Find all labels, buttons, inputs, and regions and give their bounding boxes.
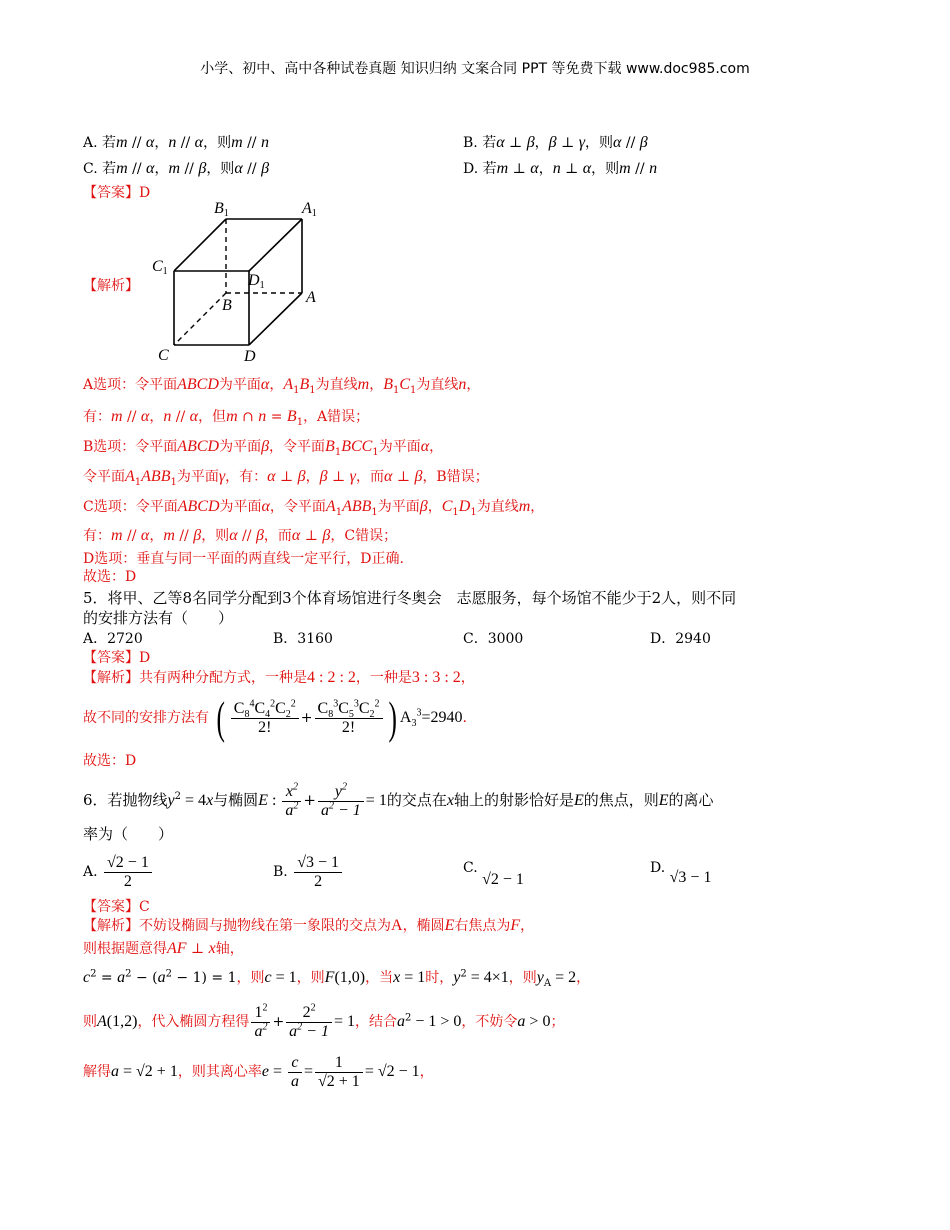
q6-option-c-label: C. bbox=[463, 860, 478, 876]
page-header: 小学、初中、高中各种试卷真题 知识归纳 文案合同 PPT 等免费下载 www.doc985.com bbox=[200, 61, 750, 77]
q5-option-a: A．2720 bbox=[83, 631, 143, 647]
cube-label-c: C bbox=[158, 347, 169, 364]
q6-option-b: B. $\frac{√3 - 1}{2}$ bbox=[273, 852, 344, 892]
q5-stem-2: 的安排方法有（ ） bbox=[83, 609, 234, 627]
q6-option-a-label: A. bbox=[83, 864, 98, 880]
q5-line-2-prefix: 故不同的安排方法有 bbox=[83, 710, 209, 726]
q5-answer: 【答案】D bbox=[83, 650, 151, 666]
q6-analysis-5: 解得a = √2 + 1，则其离心率e = $\frac{c}{a}$ = $\frac{1}{√2 + 1}$ = √2 − 1， bbox=[83, 1053, 434, 1090]
cube-label-a: A bbox=[306, 289, 316, 306]
q6-option-c: C. √2 − 1 bbox=[463, 860, 524, 888]
q6-analysis-1: 【解析】不妨设椭圆与抛物线在第一象限的交点为A，椭圆E右焦点为F， bbox=[83, 917, 535, 934]
q4-option-b: B. 若α ⊥ β，β ⊥ γ，则α // β bbox=[463, 134, 648, 151]
q4-option-a: A. 若m // α，n // α，则m // n bbox=[83, 134, 269, 151]
q5-option-d: D．2940 bbox=[650, 631, 711, 647]
q4-analysis-a1: A选项：令平面ABCD为平面α，$A_1B_1$为直线m，$B_1C_1$为直线n， bbox=[83, 376, 481, 396]
q6-analysis-2: 则根据题意得AF ⊥ x轴， bbox=[83, 940, 244, 957]
cube-label-d1: D1 bbox=[248, 272, 265, 291]
q4-analysis-a2: 有：m // α，n // α，但m ∩ $n = B_1$，A错误； bbox=[83, 408, 370, 428]
q6-analysis-4: 则A(1,2)，代入椭圆方程得 $\frac{1^2}{a^2}$ + $\frac{2^2}{a^2 - 1}$ = 1，结合$a^2 - 1 > 0$，不妨令a > 0； bbox=[83, 1002, 565, 1040]
q4-option-c: C. 若m // α，m // β，则α // β bbox=[83, 160, 270, 177]
q5-analysis-2: 故不同的安排方法有 ( $\frac{C_8^4C_4^2C_2^2}{2!}$ + $\frac{C_8^3C_5^3C_2^2}{2!}$ ) $A_3^3=2940$. bbox=[83, 692, 467, 743]
cube-label-b: B bbox=[222, 297, 232, 314]
cube-label-c1: C1 bbox=[152, 258, 168, 277]
q6-option-d-label: D. bbox=[650, 860, 666, 876]
q4-analysis-c1: C选项：令平面ABCD为平面α，令平面$A_1ABB_1$为平面β，$C_1D_1$为直线m， bbox=[83, 498, 545, 518]
q4-choose: 故选：D bbox=[83, 569, 137, 585]
q6-stem: 6．若抛物线$y^2 = 4x$与椭圆E : $\frac{x^2}{a^2}$ + $\frac{y^2}{a^2 - 1}$ = 1的交点在x轴上的射影恰好是E的焦点，则E的离心 bbox=[83, 781, 714, 819]
q6-stem-2: 率为（ ） bbox=[83, 825, 174, 843]
q4-analysis-b2: 令平面$A_1ABB_1$为平面γ，有：α ⊥ β，β ⊥ γ，而α ⊥ β，B错误； bbox=[83, 468, 489, 488]
q5-option-c: C．3000 bbox=[463, 631, 524, 647]
q4-analysis-label: 【解析】 bbox=[83, 278, 139, 294]
q4-analysis-d: D选项：垂直与同一平面的两直线一定平行，D正确. bbox=[83, 551, 404, 567]
q4-analysis-c2: 有：m // α，m // β，则α // β，而α ⊥ β，C错误； bbox=[83, 527, 398, 544]
q5-stem-1: 5．将甲、乙等8名同学分配到3个体育场馆进行冬奥会 志愿服务，每个场馆不能少于2人，则不同 bbox=[83, 589, 737, 607]
cube-label-d: D bbox=[244, 348, 256, 365]
cube-label-a1: A1 bbox=[302, 200, 317, 219]
q6-answer: 【答案】C bbox=[83, 899, 150, 915]
q6-option-b-label: B. bbox=[273, 864, 288, 880]
q4-option-d: D. 若m ⊥ α，n ⊥ α，则m // n bbox=[463, 160, 658, 177]
q5-option-b: B．3160 bbox=[273, 631, 333, 647]
q4-answer: 【答案】D bbox=[83, 185, 151, 201]
q6-analysis-3: $c^2 = a^2 - (a^2 - 1) = 1$，则c = 1，则F(1,0)，当x = 1时，$y^2 = 4\times 1$，则$y_A = 2$， bbox=[83, 968, 591, 989]
cube-label-b1: B1 bbox=[214, 200, 229, 219]
q6-option-a: A. $\frac{√2 - 1}{2}$ bbox=[83, 852, 154, 892]
cube-diagram bbox=[150, 195, 330, 365]
q4-analysis-b1: B选项：令平面ABCD为平面β，令平面$B_1BCC_1$为平面α， bbox=[83, 438, 444, 458]
q5-analysis-1: 【解析】共有两种分配方式，一种是4 : 2 : 2，一种是3 : 3 : 2， bbox=[83, 669, 475, 686]
q6-option-d: D. √3 − 1 bbox=[650, 860, 712, 886]
q5-choose: 故选：D bbox=[83, 753, 137, 769]
